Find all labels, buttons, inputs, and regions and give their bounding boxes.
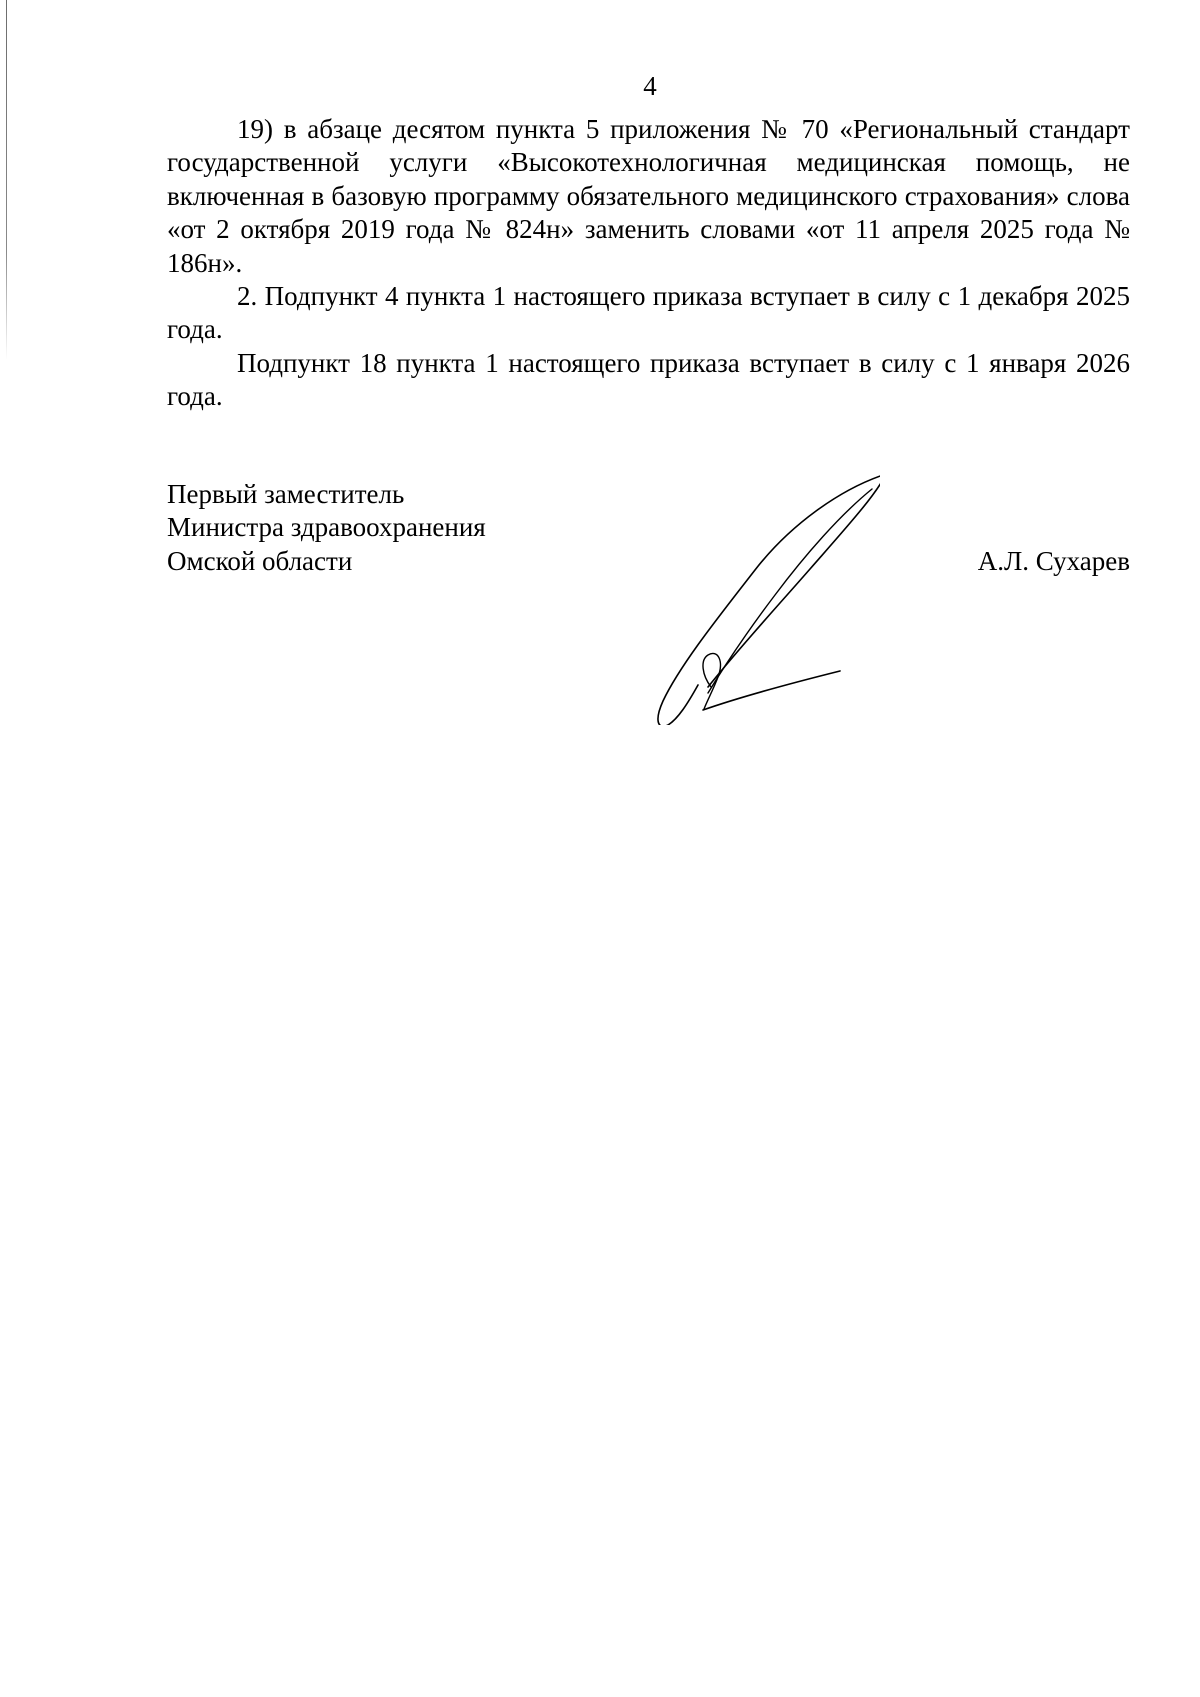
- item-19-paragraph: 19) в абзаце десятом пункта 5 приложения № 70 «Региональный стандарт государственной услуги «Высокотехнологичная медицинская помощь, не включенная в базовую программу обязательного медицинского страхования» слова «от 2 октября 2019 года № 824н» заменить словами «от 11 апреля 2025 года № 186н».: [167, 114, 1130, 278]
- document-body: [167, 113, 1130, 414]
- clause-2-continued-paragraph: Подпункт 18 пункта 1 настоящего приказа вступает в силу с 1 января 2026 года.: [167, 347, 1130, 412]
- page-number: 4: [643, 71, 657, 101]
- handwritten-signature-icon: [640, 465, 880, 725]
- signer-position-line-1: Первый заместитель: [167, 479, 405, 509]
- signer-name: А.Л. Сухарев: [977, 545, 1130, 576]
- scan-edge-line: [6, 0, 7, 360]
- signer-position-line-2: Министра здравоохранения: [167, 512, 486, 543]
- clause-2-paragraph: 2. Подпункт 4 пункта 1 настоящего приказа вступает в силу с 1 декабря 2025 года.: [167, 281, 1130, 345]
- signer-position-line-3: Омской области: [167, 545, 353, 576]
